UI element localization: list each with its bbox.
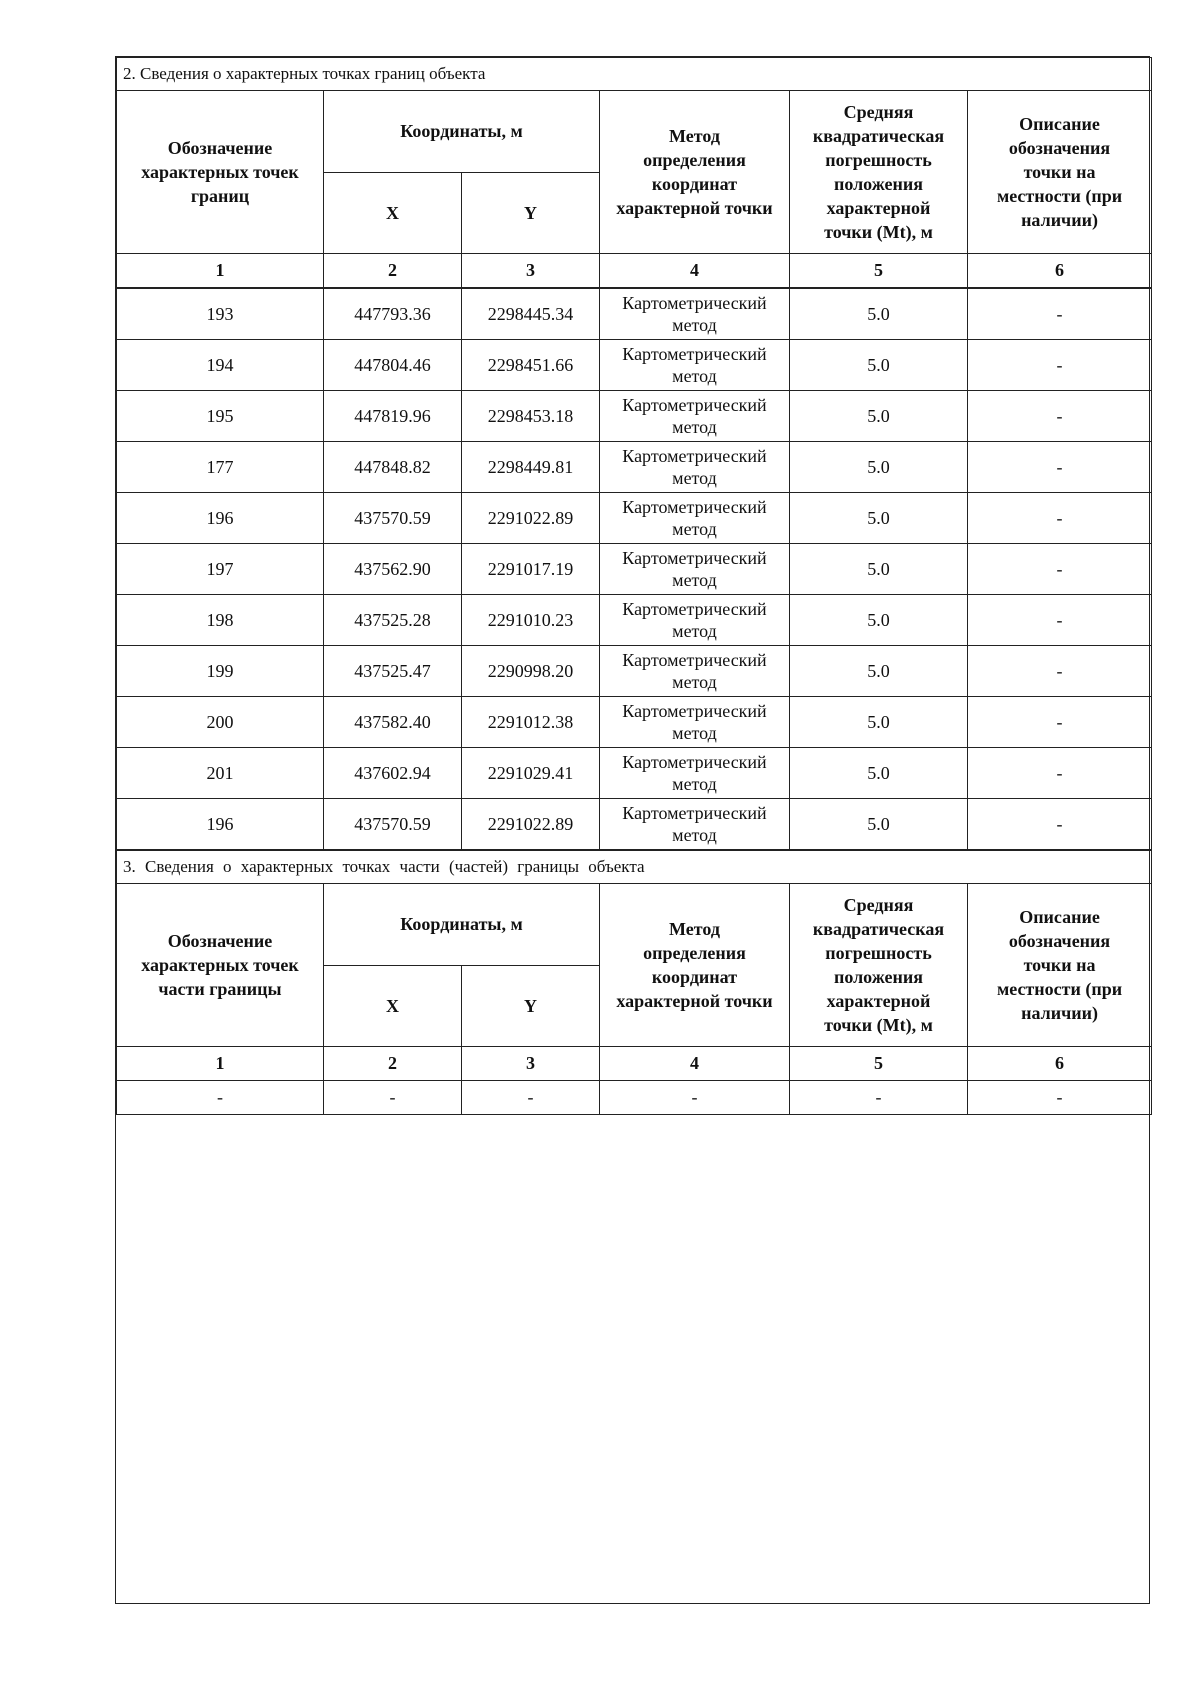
table-row bbox=[117, 391, 1152, 442]
coord-y: 2290998.20 bbox=[462, 646, 600, 697]
mean-error: 5.0 bbox=[790, 646, 968, 697]
table-row bbox=[117, 544, 1152, 595]
mean-error: 5.0 bbox=[790, 799, 968, 850]
method-line: метод bbox=[672, 723, 717, 743]
header-description: Описание обозначения точки на местности (при наличии) bbox=[968, 91, 1152, 254]
method-line: Картометрический bbox=[622, 701, 767, 721]
mean-error: 5.0 bbox=[790, 748, 968, 799]
col-number: 6 bbox=[968, 254, 1152, 288]
mean-error: 5.0 bbox=[790, 442, 968, 493]
description: - bbox=[968, 595, 1152, 646]
method bbox=[600, 697, 790, 748]
section2-header-row bbox=[117, 91, 1152, 173]
section2-caption-row bbox=[117, 58, 1152, 91]
header-method: Метод определения координат характерной точки bbox=[600, 884, 790, 1047]
method-line: Картометрический bbox=[622, 293, 767, 313]
col-number: 5 bbox=[790, 1047, 968, 1081]
method bbox=[600, 595, 790, 646]
empty-cell: - bbox=[968, 1081, 1152, 1115]
coord-x: 447848.82 bbox=[324, 442, 462, 493]
coord-y: 2291022.89 bbox=[462, 493, 600, 544]
header-description: Описание обозначения точки на местности (при наличии) bbox=[968, 884, 1152, 1047]
points-rows-table bbox=[116, 288, 1152, 850]
col-number: 1 bbox=[117, 254, 324, 288]
header-point-designation: Обозначение характерных точек границ bbox=[117, 91, 324, 254]
header-y: Y bbox=[462, 965, 600, 1047]
col-number: 6 bbox=[968, 1047, 1152, 1081]
mean-error: 5.0 bbox=[790, 340, 968, 391]
header-x: X bbox=[324, 965, 462, 1047]
empty-cell: - bbox=[462, 1081, 600, 1115]
col-number: 2 bbox=[324, 254, 462, 288]
col-number: 4 bbox=[600, 254, 790, 288]
coord-y: 2298445.34 bbox=[462, 289, 600, 340]
method-line: Картометрический bbox=[622, 395, 767, 415]
table-row bbox=[117, 748, 1152, 799]
method-line: метод bbox=[672, 774, 717, 794]
mean-error: 5.0 bbox=[790, 697, 968, 748]
description: - bbox=[968, 544, 1152, 595]
coord-x: 437525.47 bbox=[324, 646, 462, 697]
method-line: Картометрический bbox=[622, 344, 767, 364]
col-number: 5 bbox=[790, 254, 968, 288]
part-points-table bbox=[116, 850, 1152, 1115]
header-method: Метод определения координат характерной точки bbox=[600, 91, 790, 254]
coord-y: 2291012.38 bbox=[462, 697, 600, 748]
coord-x: 437570.59 bbox=[324, 493, 462, 544]
method bbox=[600, 799, 790, 850]
section3-header-row bbox=[117, 884, 1152, 966]
mean-error: 5.0 bbox=[790, 289, 968, 340]
header-x: X bbox=[324, 172, 462, 254]
section2-column-numbers bbox=[117, 254, 1152, 288]
description: - bbox=[968, 748, 1152, 799]
coord-y: 2298451.66 bbox=[462, 340, 600, 391]
coord-y: 2291017.19 bbox=[462, 544, 600, 595]
description: - bbox=[968, 799, 1152, 850]
method-line: метод bbox=[672, 468, 717, 488]
empty-cell: - bbox=[117, 1081, 324, 1115]
section3-caption-row bbox=[117, 851, 1152, 884]
method-line: метод bbox=[672, 366, 717, 386]
empty-cell: - bbox=[790, 1081, 968, 1115]
mean-error: 5.0 bbox=[790, 544, 968, 595]
section3-title: 3. Сведения о характерных точках части (частей) границы объекта bbox=[117, 851, 1152, 884]
method-line: Картометрический bbox=[622, 446, 767, 466]
table-row bbox=[117, 595, 1152, 646]
method-line: Картометрический bbox=[622, 497, 767, 517]
coord-x: 437570.59 bbox=[324, 799, 462, 850]
header-mean-error: Средняя квадратическая погрешность положения характерной точки (Mt), м bbox=[790, 91, 968, 254]
description: - bbox=[968, 697, 1152, 748]
method-line: Картометрический bbox=[622, 548, 767, 568]
point-id: 196 bbox=[117, 799, 324, 850]
description: - bbox=[968, 340, 1152, 391]
col-number: 1 bbox=[117, 1047, 324, 1081]
point-id: 199 bbox=[117, 646, 324, 697]
description: - bbox=[968, 646, 1152, 697]
coord-y: 2291010.23 bbox=[462, 595, 600, 646]
point-id: 177 bbox=[117, 442, 324, 493]
point-id: 195 bbox=[117, 391, 324, 442]
description: - bbox=[968, 391, 1152, 442]
col-number: 3 bbox=[462, 1047, 600, 1081]
coord-x: 437602.94 bbox=[324, 748, 462, 799]
document-frame bbox=[115, 56, 1150, 1604]
table-row bbox=[117, 340, 1152, 391]
empty-cell: - bbox=[600, 1081, 790, 1115]
coord-y: 2291022.89 bbox=[462, 799, 600, 850]
header-mean-error: Средняя квадратическая погрешность положения характерной точки (Mt), м bbox=[790, 884, 968, 1047]
method-line: метод bbox=[672, 825, 717, 845]
coord-x: 447804.46 bbox=[324, 340, 462, 391]
method bbox=[600, 646, 790, 697]
method bbox=[600, 442, 790, 493]
coord-x: 437582.40 bbox=[324, 697, 462, 748]
table-row bbox=[117, 697, 1152, 748]
mean-error: 5.0 bbox=[790, 391, 968, 442]
table-row bbox=[117, 442, 1152, 493]
point-id: 193 bbox=[117, 289, 324, 340]
point-id: 197 bbox=[117, 544, 324, 595]
coord-y: 2298453.18 bbox=[462, 391, 600, 442]
coord-x: 437562.90 bbox=[324, 544, 462, 595]
coord-y: 2291029.41 bbox=[462, 748, 600, 799]
method bbox=[600, 544, 790, 595]
description: - bbox=[968, 289, 1152, 340]
method-line: метод bbox=[672, 519, 717, 539]
points-table bbox=[116, 57, 1152, 288]
method bbox=[600, 493, 790, 544]
section3-empty-row bbox=[117, 1081, 1152, 1115]
table-row bbox=[117, 646, 1152, 697]
method-line: метод bbox=[672, 570, 717, 590]
method-line: метод bbox=[672, 672, 717, 692]
point-id: 194 bbox=[117, 340, 324, 391]
point-id: 201 bbox=[117, 748, 324, 799]
col-number: 3 bbox=[462, 254, 600, 288]
method bbox=[600, 289, 790, 340]
coord-y: 2298449.81 bbox=[462, 442, 600, 493]
header-coordinates: Координаты, м bbox=[324, 884, 600, 966]
method-line: метод bbox=[672, 621, 717, 641]
header-part-point-designation: Обозначение характерных точек части границы bbox=[117, 884, 324, 1047]
method-line: Картометрический bbox=[622, 752, 767, 772]
coord-x: 437525.28 bbox=[324, 595, 462, 646]
table-row bbox=[117, 799, 1152, 850]
header-y: Y bbox=[462, 172, 600, 254]
method-line: Картометрический bbox=[622, 650, 767, 670]
section2-title: 2. Сведения о характерных точках границ объекта bbox=[117, 58, 1152, 91]
col-number: 2 bbox=[324, 1047, 462, 1081]
mean-error: 5.0 bbox=[790, 493, 968, 544]
point-id: 196 bbox=[117, 493, 324, 544]
method-line: Картометрический bbox=[622, 803, 767, 823]
section3-column-numbers bbox=[117, 1047, 1152, 1081]
empty-cell: - bbox=[324, 1081, 462, 1115]
table-row bbox=[117, 493, 1152, 544]
method-line: метод bbox=[672, 315, 717, 335]
method bbox=[600, 748, 790, 799]
point-id: 200 bbox=[117, 697, 324, 748]
point-id: 198 bbox=[117, 595, 324, 646]
description: - bbox=[968, 493, 1152, 544]
method-line: Картометрический bbox=[622, 599, 767, 619]
method bbox=[600, 340, 790, 391]
method-line: метод bbox=[672, 417, 717, 437]
col-number: 4 bbox=[600, 1047, 790, 1081]
description: - bbox=[968, 442, 1152, 493]
header-coordinates: Координаты, м bbox=[324, 91, 600, 173]
table-row bbox=[117, 289, 1152, 340]
mean-error: 5.0 bbox=[790, 595, 968, 646]
coord-x: 447793.36 bbox=[324, 289, 462, 340]
coord-x: 447819.96 bbox=[324, 391, 462, 442]
method bbox=[600, 391, 790, 442]
